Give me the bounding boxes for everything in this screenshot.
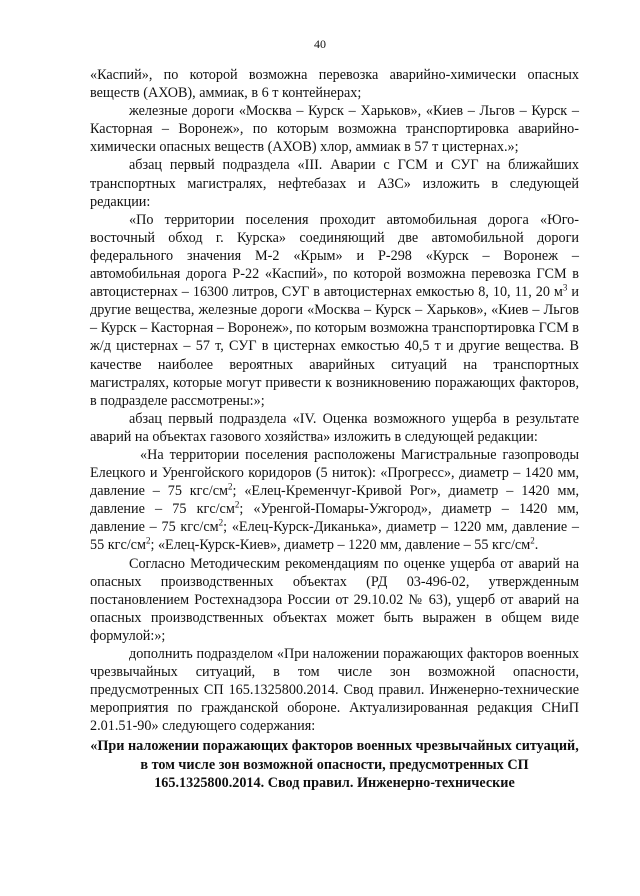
paragraph-4 (90, 211, 579, 410)
paragraph-4-text-b: и другие вещества, железные дороги «Москва – Курск – Харьков», «Киев – Льгов – Курск – Касторная – Воронеж», по которым возможна транспортировка ГСМ в ж/д цистернах – 57 т, СУГ в цистернах емкостью 40,5 т и другие вещества. В качестве наиболее вероятных аварийных ситуаций на транспортных магистралях, которые могут привести к возникновению поражающих факторов, в подразделе рассмотрены:»; (90, 284, 580, 409)
pipeline-text-2: ; «Елец-Кременчуг-Кривой Рог», диаметр – 1420 мм, давление – 75 кгс/см (90, 483, 579, 518)
paragraph-1: «Каспий», по которой возможна перевозка аварийно-химически опасных веществ (АХОВ), аммиак, в 6 т контейнерах; (90, 67, 579, 102)
page-number: 40 (314, 37, 326, 51)
pipeline-text-6: . (534, 537, 539, 554)
superscript: 2 (145, 535, 151, 546)
paragraph-4-text-a: «По территории поселения проходит автомобильная дорога «Юго-восточный обход г. Курска» соединяющий две автомобильной дороги федерального значения М-2 «Крым» и Р-298 «Курск – Воронеж – автомобильная дорога Р-22 «Каспий», по которой возможна перевозка ГСМ в автоцистернах – 16300 литров, СУГ в автоцистернах емкостью 8, 10, 11, 20 м (90, 211, 579, 301)
document-body (90, 66, 579, 792)
superscript: 2 (530, 535, 535, 546)
paragraph-5: абзац первый подраздела «IV. Оценка возможного ущерба в результате аварий на объектах газового хозяйства» изложить в следующей редакции: (90, 410, 579, 445)
paragraph-6 (90, 446, 579, 555)
pipeline-text-4: ; «Елец-Курск-Диканька», диаметр – 1220 мм, давление – 55 кгс/см (90, 519, 579, 554)
paragraph-2: железные дороги «Москва – Курск – Харьков», «Киев – Льгов – Курск – Касторная – Воронеж», по которым возможна транспортировка аварийно-химически опасных веществ (АХОВ) хлор, аммиак в 57 т цистернах.»; (90, 103, 579, 156)
pipeline-text-1: «На территории поселения расположены Магистральные газопроводы Елецкого и Уренгойского коридоров (5 ниток): «Прогресс», диаметр – 1420 мм, давление – 75 кгс/см (90, 446, 579, 500)
paragraph-8: дополнить подразделом «При наложении поражающих факторов военных чрезвычайных ситуаций, в том числе зон возможной опасности, предусмотренных СП 165.1325800.2014. Свод правил. Инженерно-технические мероприятия по гражданской обороне. Актуализированная редакция СНиП 2.01.51-90» следующего содержания: (90, 646, 579, 735)
bold-heading: «При наложении поражающих факторов военных чрезвычайных ситуаций, в том числе зон возможной опасности, предусмотренных СП 165.1325800.2014. Свод правил. Инженерно-технические (90, 738, 579, 791)
superscript: 2 (228, 481, 233, 492)
paragraph-7: Согласно Методическим рекомендациям по оценке ущерба от аварий на опасных производственных объектах (РД 03-496-02, утвержденным постановлением Ростехнадзора России от 29.10.02 № 63), ущерб от аварий на опасных производственных объектах может быть выражен в общем виде формулой:»; (90, 555, 579, 644)
superscript: 2 (234, 499, 240, 510)
paragraph-3: абзац первый подраздела «III. Аварии с ГСМ и СУГ на ближайших транспортных магистралях, нефтебазах и АЗС» изложить в следующей редакции: (90, 157, 579, 210)
pipeline-text-5: ; «Елец-Курск-Киев», диаметр – 1220 мм, давление – 55 кгс/см (150, 537, 531, 554)
superscript: 3 (562, 282, 568, 293)
pipeline-text-3: ; «Уренгой-Помары-Ужгород», диаметр – 1420 мм, давление – 75 кгс/см (90, 501, 579, 536)
superscript: 2 (218, 517, 224, 528)
